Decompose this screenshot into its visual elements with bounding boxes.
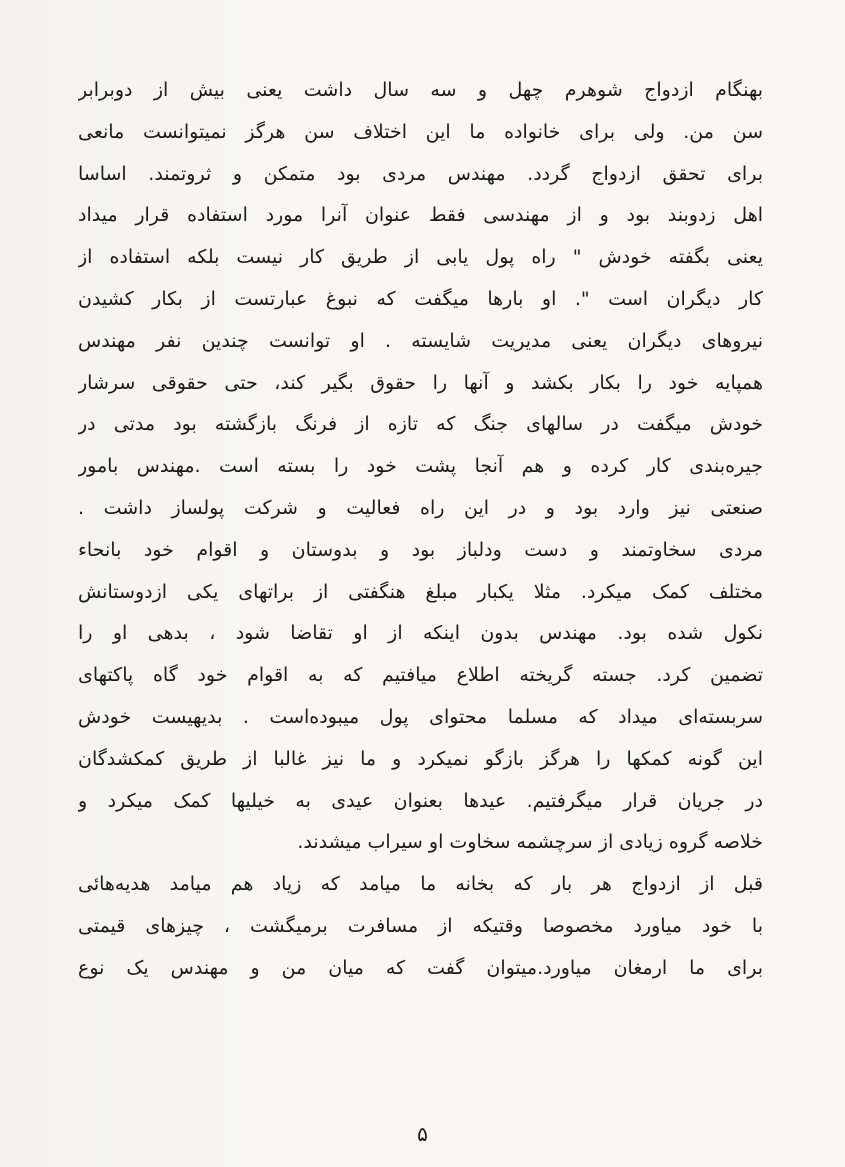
- page-number: ۵: [417, 1122, 428, 1146]
- text-line: خودش میگفت در سالهای جنگ که تازه از فرنگ بازگشته بود مدتی در: [78, 413, 763, 436]
- body-text: [78, 70, 763, 990]
- text-line: برای تحقق ازدواج گردد. مهندس مردی بود متمکن و ثروتمند. اساسا: [78, 162, 763, 185]
- text-line: این گونه کمکها را هرگز بازگو نمیکرد و ما نیز غالبا از طریق کمکشدگان: [78, 747, 763, 770]
- text-line: جیره‌بندی کار کرده و هم آنجا پشت خود را بسته است .مهندس بامور: [78, 455, 763, 478]
- text-line: قبل از ازدواج هر بار که بخانه ما میامد که زیاد هم میامد هدیه‌هائی: [78, 873, 763, 896]
- text-line: سربسته‌ای میداد که مسلما محتوای پول میبوده‌است . بدیهیست خودش: [78, 705, 763, 728]
- text-line: مردی سخاوتمند و دست ودلباز بود و بدوستان و اقوام خود بانحاء: [78, 538, 763, 561]
- text-line: یعنی بگفته خودش " راه پول یابی از طریق کار نیست بلکه استفاده از: [78, 246, 763, 269]
- text-line: بهنگام ازدواج شوهرم چهل و سه سال داشت یعنی بیش از دوبرابر: [78, 79, 763, 101]
- text-line: نکول شده بود. مهندس بدون اینکه از او تقاضا شود ، بدهی او را: [78, 622, 763, 645]
- text-line: کار دیگران است ". او بارها میگفت که نبوغ عبارتست از بکار کشیدن: [78, 287, 763, 310]
- text-line: نیروهای دیگران یعنی مدیریت شایسته . او توانست چندین نفر مهندس: [78, 329, 763, 352]
- text-line: تضمین کرد. جسته گریخته اطلاع میافتیم که به اقوام خود گاه پاکتهای: [78, 664, 763, 687]
- text-line: با خود میاورد مخصوصا وقتیکه از مسافرت برمیگشت ، چیزهای قیمتی: [78, 914, 763, 937]
- text-line: صنعتی نیز وارد بود و در این راه فعالیت و شرکت پولساز داشت .: [78, 496, 763, 519]
- text-line: همپایه خود را بکار بکشد و آنها را حقوق بگیر کند، حتی حقوقی سرشار: [78, 371, 763, 394]
- text-line: اهل زدوبند بود و از مهندسی فقط عنوان آنرا مورد استفاده قرار میداد: [78, 204, 763, 227]
- text-line: سن من. ولی برای خانواده ما این اختلاف سن هرگز نمیتوانست مانعی: [78, 120, 763, 143]
- text-line: خلاصه گروه زیادی از سرچشمه سخاوت او سیراب میشدند.: [297, 831, 763, 854]
- text-line: در جریان قرار میگرفتیم. عیدها بعنوان عیدی به خیلیها کمک میکرد و: [78, 789, 763, 812]
- text-line: مختلف کمک میکرد. مثلا یکبار مبلغ هنگفتی از براتهای یکی ازدوستانش: [78, 580, 763, 603]
- text-line: برای ما ارمغان میاورد.میتوان گفت که میان من و مهندس یک نوع: [78, 956, 763, 979]
